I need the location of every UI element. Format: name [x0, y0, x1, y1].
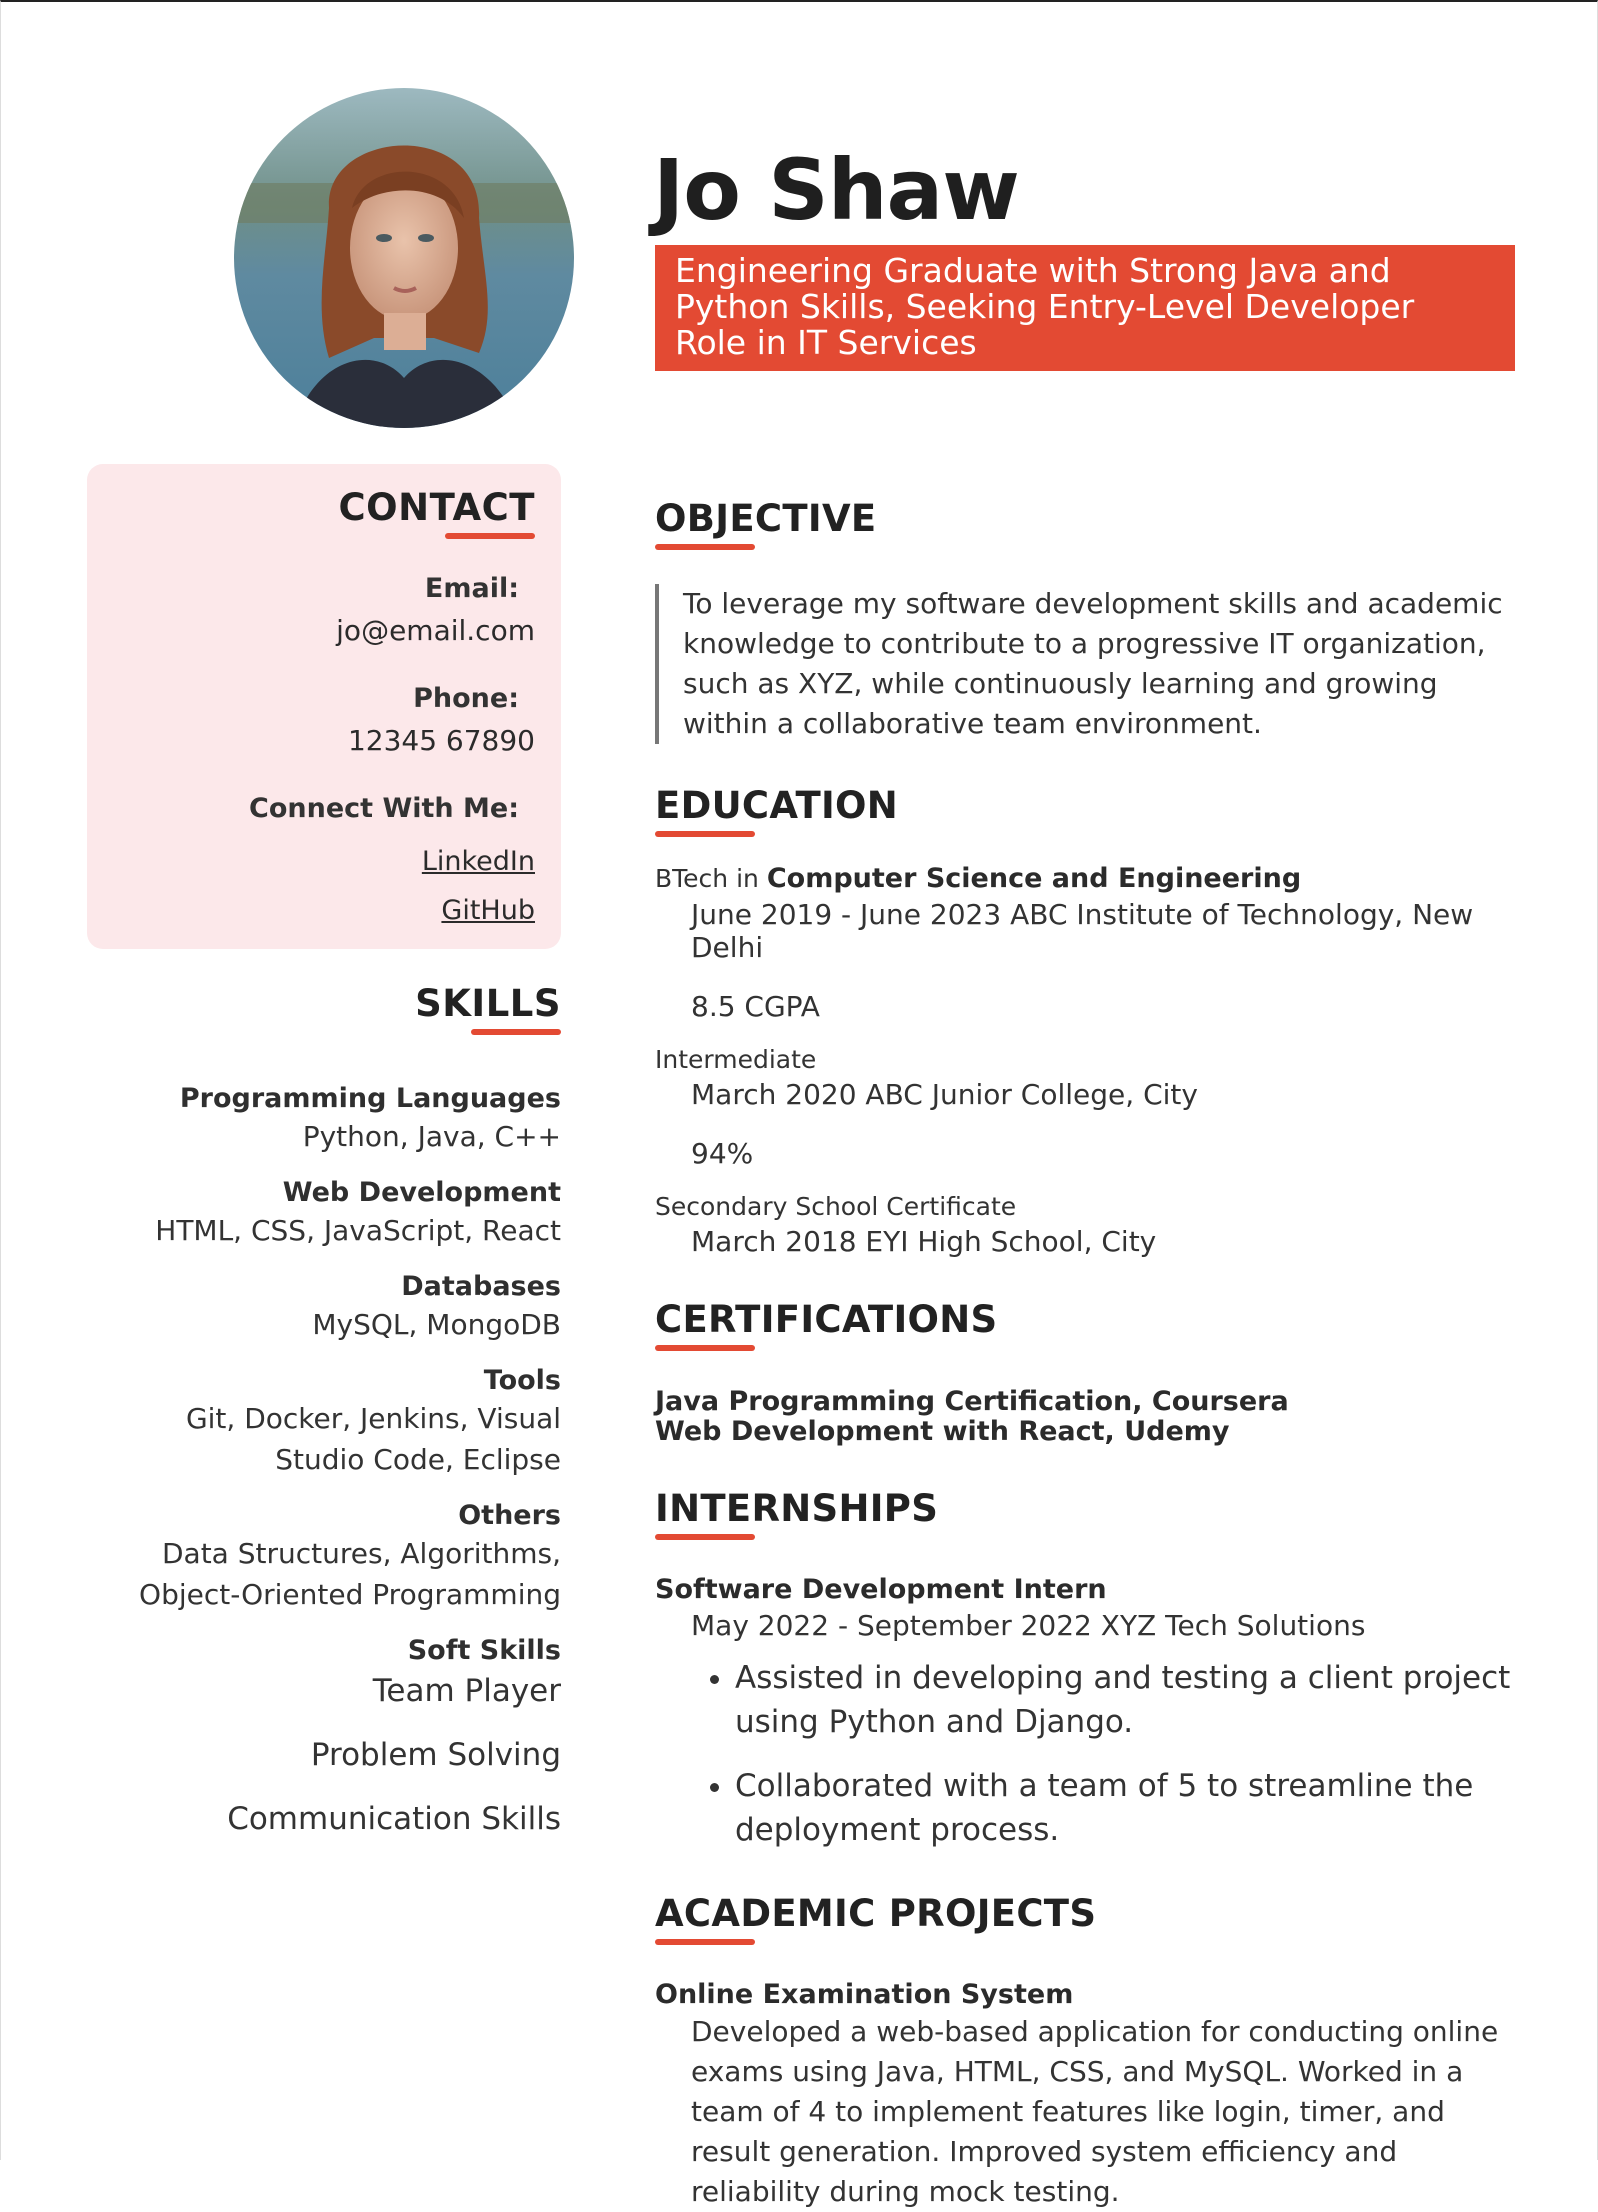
internships-section: [655, 1487, 1515, 1852]
linkedin-link[interactable]: LinkedIn: [421, 846, 535, 877]
education-degree: [655, 863, 1515, 894]
contact-title: CONTACT: [339, 486, 535, 535]
certification-item: Java Programming Certification, Coursera: [655, 1386, 1289, 1417]
projects-section: [655, 1892, 1515, 2212]
soft-skill-item: Communication Skills: [227, 1801, 561, 1837]
degree-name: Computer Science and Engineering: [766, 863, 1302, 894]
skills-title: SKILLS: [415, 982, 561, 1031]
education-title: EDUCATION: [655, 784, 899, 827]
email-value: jo@email.com: [336, 614, 535, 647]
skill-category: Web Development: [282, 1177, 561, 1208]
certification-item: Web Development with React, Udemy: [655, 1416, 1230, 1447]
internship-bullets: [655, 1656, 1515, 1852]
soft-skill-item: Problem Solving: [310, 1737, 561, 1773]
degree-prefix: BTech in: [655, 864, 767, 893]
certifications-section: [655, 1298, 1515, 1447]
internship-bullet: • Collaborated with a team of 5 to streamline the deployment process.: [735, 1764, 1515, 1852]
education-details: June 2019 - June 2023 ABC Institute of Technology, New Delhi: [691, 898, 1474, 964]
github-link[interactable]: GitHub: [441, 895, 535, 926]
soft-skill-item: Team Player: [372, 1673, 561, 1709]
main-content: [655, 497, 1515, 2212]
education-grade: 8.5 CGPA: [691, 990, 820, 1023]
skill-value: Data Structures, Algorithms, Object-Oriented Programming: [139, 1537, 561, 1611]
profile-photo: [234, 88, 574, 428]
contact-card: [87, 464, 561, 949]
education-degree: Secondary School Certificate: [655, 1192, 1017, 1221]
certifications-title: CERTIFICATIONS: [655, 1298, 998, 1341]
skill-category: Databases: [401, 1271, 561, 1302]
skill-category: Tools: [483, 1365, 561, 1396]
phone-value: 12345 67890: [347, 724, 535, 757]
internship-role: Software Development Intern: [655, 1574, 1107, 1605]
connect-label: Connect With Me:: [249, 793, 519, 824]
profile-photo-image: [234, 88, 574, 428]
project-name: Online Examination System: [655, 1979, 1074, 2010]
education-details: March 2020 ABC Junior College, City: [691, 1078, 1198, 1111]
project-description: Developed a web-based application for conducting online exams using Java, HTML, CSS, and MySQL. Worked in a team of 4 to implement features like login, timer, and result generation. Improved system efficiency and reliability during mock testing.: [691, 2015, 1499, 2208]
objective-text: To leverage my software development skills and academic knowledge to contribute to a progressive IT organization, such as XYZ, while continuously learning and growing within a collaborative team environment.: [655, 584, 1503, 744]
internships-title: INTERNSHIPS: [655, 1487, 939, 1530]
skill-category: Others: [458, 1500, 561, 1531]
internship-details: May 2022 - September 2022 XYZ Tech Solutions: [691, 1609, 1366, 1642]
skill-category: Programming Languages: [179, 1083, 561, 1114]
education-section: [655, 784, 1515, 1258]
skill-value: Python, Java, C++: [302, 1120, 561, 1153]
skills-section: [101, 982, 561, 1844]
projects-title: ACADEMIC PROJECTS: [655, 1892, 1097, 1935]
objective-title: OBJECTIVE: [655, 497, 877, 540]
soft-skills-title: Soft Skills: [407, 1635, 561, 1666]
headline-banner: Engineering Graduate with Strong Java and Python Skills, Seeking Entry-Level Developer Role in IT Services: [655, 245, 1515, 371]
skill-value: HTML, CSS, JavaScript, React: [155, 1214, 561, 1247]
phone-label: Phone:: [413, 683, 519, 714]
email-label: Email:: [424, 573, 519, 604]
education-grade: 94%: [691, 1137, 754, 1170]
internship-bullet: • Assisted in developing and testing a client project using Python and Django.: [735, 1656, 1515, 1744]
skill-value: MySQL, MongoDB: [312, 1308, 561, 1341]
education-degree: Intermediate: [655, 1045, 817, 1074]
education-details: March 2018 EYI High School, City: [691, 1225, 1157, 1258]
skill-value: Git, Docker, Jenkins, Visual Studio Code, Eclipse: [185, 1402, 561, 1476]
candidate-name: Jo Shaw: [653, 141, 1019, 239]
